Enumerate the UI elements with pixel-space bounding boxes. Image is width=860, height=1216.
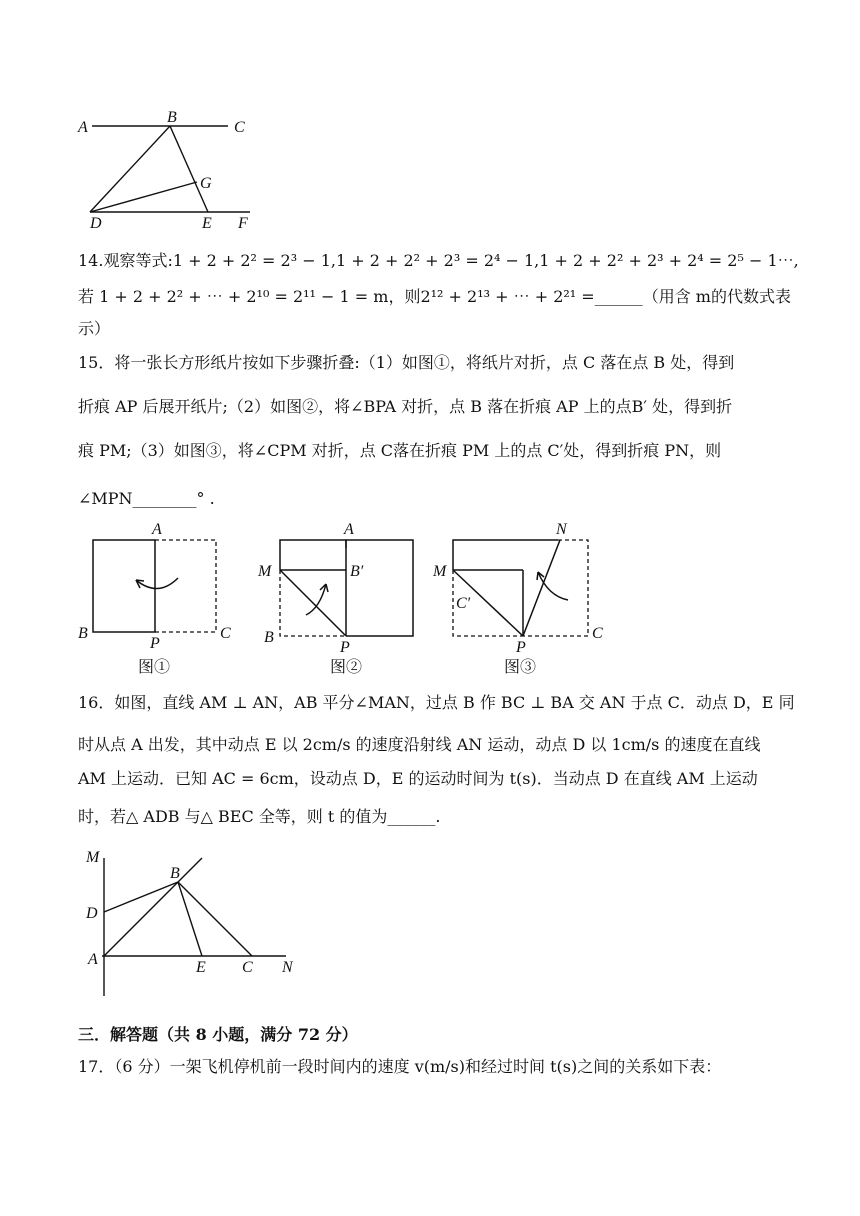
- fig3-label-p: P: [516, 639, 526, 656]
- q14-line-2: 若 1 + 2 + 2² + ⋯ + 2¹⁰ = 2¹¹ − 1 = m，则2¹² + 2¹³ + ⋯ + 2²¹ =______（用含 m的代数式表: [78, 287, 791, 306]
- label-g: G: [200, 175, 212, 192]
- fig2-label-b: B: [264, 629, 274, 646]
- q16-line-3: AM 上运动．已知 AC = 6cm，设动点 D，E 的运动时间为 t(s)．当动点 D 在直线 AM 上运动: [78, 769, 758, 788]
- fig1-label-b: B: [78, 625, 88, 642]
- fig3-label-n: N: [556, 521, 567, 538]
- fig16-label-b: B: [170, 865, 180, 882]
- fig1-label-p: P: [150, 635, 160, 652]
- label-e: E: [202, 215, 212, 232]
- fig1-label-a: A: [152, 521, 162, 538]
- fig2-label-p: P: [340, 639, 350, 656]
- q16-line-1: 16．如图，直线 AM ⊥ AN，AB 平分∠MAN，过点 B 作 BC ⊥ BA 交 AN 于点 C．动点 D，E 同: [78, 693, 795, 712]
- q14-line-3: 示）: [78, 319, 111, 338]
- label-c: C: [234, 119, 245, 136]
- figure-16-svg: [78, 840, 308, 1000]
- fig16-label-n: N: [282, 959, 293, 976]
- fig16-label-c: C: [242, 959, 253, 976]
- q17-line-1: 17．（6 分）一架飞机停机前一段时间内的速度 v(m/s)和经过时间 t(s)之间的关系如下表：: [78, 1057, 722, 1076]
- fig3-label-m: M: [433, 563, 447, 580]
- fig1-label-c: C: [220, 625, 231, 642]
- figure-15-panel-2: [257, 521, 413, 676]
- figure-15-svg: [70, 520, 620, 680]
- fig3-label-c: C: [592, 625, 603, 642]
- q16-line-4: 时，若△ ADB 与△ BEC 全等，则 t 的值为______.: [78, 807, 441, 826]
- figure-15: [70, 520, 620, 680]
- fig2-label-m: M: [258, 563, 272, 580]
- fig2-label-b-prime: B′: [350, 563, 364, 580]
- fig2-caption: 图②: [330, 659, 363, 676]
- label-a: A: [78, 119, 88, 136]
- fig3-caption: 图③: [504, 659, 537, 676]
- figure-15-panel-3: [432, 521, 603, 676]
- fig16-label-e: E: [196, 959, 206, 976]
- section-3-heading: 三．解答题（共 8 小题，满分 72 分）: [78, 1025, 358, 1044]
- fig3-label-c-prime: C′: [456, 595, 471, 612]
- q15-line-2: 折痕 AP 后展开纸片;（2）如图②，将∠BPA 对折，点 B 落在折痕 AP 上的点B′ 处，得到折: [78, 397, 733, 416]
- q15-line-4: ∠MPN________° .: [78, 489, 215, 508]
- q15-line-3: 痕 PM;（3）如图③，将∠CPM 对折，点 C落在折痕 PM 上的点 C′处，得到折痕 PN，则: [78, 441, 722, 460]
- figure-13: [70, 110, 270, 235]
- fig16-label-m: M: [86, 849, 100, 866]
- q14-line-1: 14.观察等式:1 + 2 + 2² = 2³ − 1,1 + 2 + 2² + 2³ = 2⁴ − 1,1 + 2 + 2² + 2³ + 2⁴ = 2⁵ − 1⋯,: [78, 251, 799, 270]
- fig16-label-d: D: [86, 905, 98, 922]
- fig16-label-a: A: [88, 951, 98, 968]
- figure-15-panel-1: [78, 521, 231, 676]
- figure-16: [78, 840, 308, 1000]
- label-d: D: [90, 215, 102, 232]
- q15-line-1: 15．将一张长方形纸片按如下步骤折叠:（1）如图①，将纸片对折，点 C 落在点 B 处，得到: [78, 353, 735, 372]
- q16-line-2: 时从点 A 出发，其中动点 E 以 2cm/s 的速度沿射线 AN 运动，动点 D 以 1cm/s 的速度在直线: [78, 735, 761, 754]
- label-f: F: [238, 215, 248, 232]
- figure-13-svg: [70, 110, 270, 235]
- label-b: B: [167, 109, 177, 126]
- fig2-label-a: A: [344, 521, 354, 538]
- fig1-caption: 图①: [138, 659, 171, 676]
